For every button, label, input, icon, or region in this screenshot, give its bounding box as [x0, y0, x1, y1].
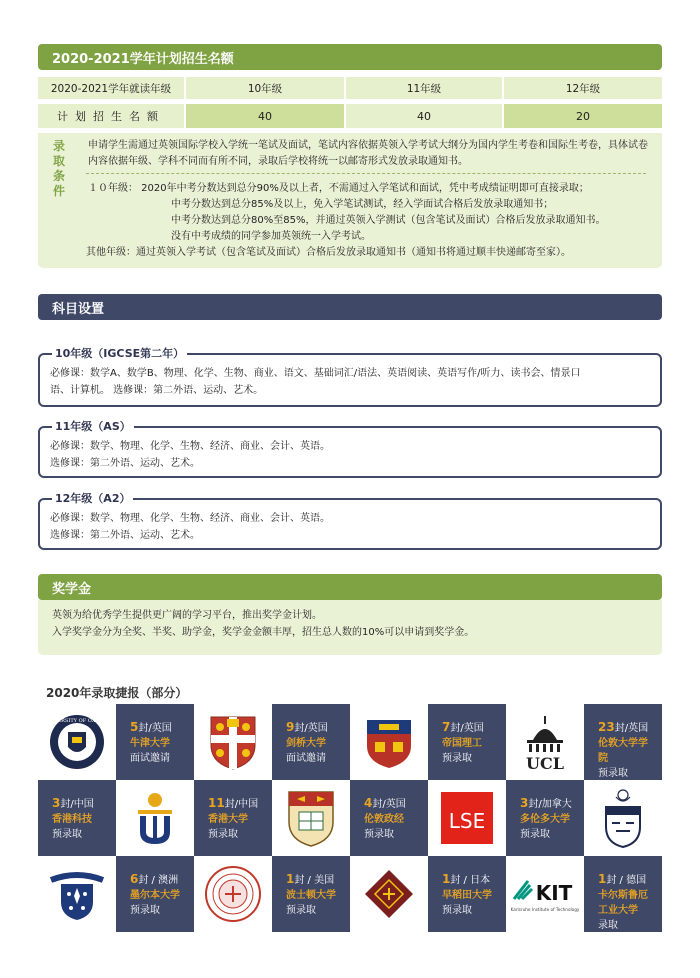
scholarship-title: 奖学金	[52, 581, 92, 597]
grade-10-subjects-line: 语、计算机。 选修课：第二外语、运动、艺术。	[50, 385, 264, 396]
ucl-logo-text: UCL	[526, 754, 564, 773]
grade-12-header: 12年级	[565, 82, 601, 95]
oxford-logo-text: UNIVERSITY OF OXFORD	[43, 718, 111, 724]
toronto-logo	[584, 780, 662, 856]
offer-university: 波士顿大学	[286, 890, 336, 901]
offer-status: 预录取	[130, 905, 160, 916]
offer-university: 多伦多大学	[520, 814, 570, 825]
waseda-logo	[350, 856, 428, 932]
offers-grid	[38, 704, 662, 932]
offer-university: 牛津大学	[130, 738, 170, 749]
hkust-logo	[116, 780, 194, 856]
kit-logo-subtext: Karlsruhe Institute of Technology	[510, 907, 580, 912]
subjects-title: 科目设置	[52, 301, 105, 317]
kit-logo-icon	[510, 871, 580, 917]
offer-card	[116, 856, 194, 932]
offer-card	[272, 856, 350, 932]
offer-count: 4	[364, 796, 373, 810]
toronto-crest-icon	[598, 787, 648, 849]
offer-count: 3	[52, 796, 61, 810]
offer-university: 卡尔斯鲁厄工业大学	[598, 890, 648, 916]
lse-logo-text: LSE	[448, 809, 486, 833]
enrollment-title-bar	[38, 44, 662, 70]
subjects-title-bar	[38, 294, 662, 320]
offer-card	[272, 704, 350, 780]
scholarship-line: 英领为给优秀学生提供更广阔的学习平台，推出奖学金计划。	[52, 610, 322, 621]
offer-country: 封/英国	[450, 723, 484, 734]
admission-conditions	[38, 133, 662, 268]
offer-university: 剑桥大学	[286, 738, 326, 749]
offer-status: 预录取	[442, 753, 472, 764]
imperial-crest-icon	[361, 714, 417, 770]
offer-country: 封/加拿大	[528, 799, 572, 810]
offer-country: 封 / 德国	[606, 875, 647, 886]
kit-logo	[506, 856, 584, 932]
quota-label: 计划招生名额	[38, 104, 186, 128]
offer-status: 录取	[598, 920, 618, 931]
offer-country: 封/英国	[138, 723, 172, 734]
admission-rule: 其他年级：通过英领入学考试（包含笔试及面试）合格后发放录取通知书（通知书将通过顺丰快递邮寄至家）。	[86, 247, 571, 258]
imperial-logo	[350, 704, 428, 780]
boston-seal-icon	[203, 864, 263, 924]
admission-label: 录取条件	[52, 139, 65, 198]
offer-country: 封/英国	[294, 723, 328, 734]
grade-11-subjects-line: 必修课：数学、物理、化学、生物、经济、商业、会计、英语。	[50, 441, 330, 452]
admission-rule: 中考分数达到总分80%至85%，并通过英领入学测试（包含笔试及面试）合格后发放录取通知书。	[171, 215, 606, 226]
offers-title: 2020年录取捷报（部分）	[46, 686, 188, 700]
enrollment-title: 2020-2021学年计划招生名额	[52, 51, 234, 67]
offer-count: 23	[598, 720, 615, 734]
waseda-emblem-icon	[361, 866, 417, 922]
offer-country: 封 / 澳洲	[138, 875, 179, 886]
offer-count: 5	[130, 720, 139, 734]
offer-card	[506, 780, 584, 856]
grade-12-subjects-line: 必修课：数学、物理、化学、生物、经济、商业、会计、英语。	[50, 513, 330, 524]
offer-university: 早稻田大学	[442, 890, 492, 901]
cambridge-logo	[194, 704, 272, 780]
grade-11-header: 11年级	[346, 77, 504, 99]
offer-status: 预录取	[286, 905, 316, 916]
offer-status: 预录取	[364, 829, 394, 840]
lse-logo	[428, 780, 506, 856]
enrollment-quota-row	[38, 104, 662, 128]
quota-grade-11: 40	[346, 104, 504, 128]
hkust-emblem-icon	[130, 788, 180, 848]
offer-university: 伦敦大学学院	[598, 738, 648, 764]
admission-divider	[86, 173, 646, 174]
offer-count: 7	[442, 720, 451, 734]
offer-count: 11	[208, 796, 225, 810]
grade-10-header: 10年级	[186, 77, 346, 99]
offer-card	[350, 780, 428, 856]
offer-country: 封/中国	[224, 799, 259, 810]
enrollment-header-row	[38, 77, 662, 99]
offer-university: 墨尔本大学	[130, 890, 180, 901]
lse-logo-icon	[437, 788, 497, 848]
offer-count: 3	[520, 796, 529, 810]
ucl-logo	[506, 704, 584, 780]
hku-logo	[272, 780, 350, 856]
grade-11-subjects-line: 选修课：第二外语、运动、艺术。	[50, 458, 200, 469]
offer-status: 预录取	[442, 905, 472, 916]
admission-rule: １０年级： 2020年中考分数达到总分90%及以上者，不需通过入学笔试和面试，凭中考成绩证明即可直接录取；	[88, 183, 589, 194]
offer-country: 封 / 日本	[450, 875, 491, 886]
grade-12-subjects-title: 12年级（A2）	[52, 491, 133, 507]
offer-status: 预录取	[520, 829, 550, 840]
ucl-dome-icon	[513, 712, 577, 772]
grade-header-label: 2020-2021学年就读年级	[38, 77, 186, 99]
offer-status: 预录取	[598, 768, 628, 779]
melbourne-logo	[38, 856, 116, 932]
oxford-crest-icon	[43, 713, 111, 771]
offer-status: 面试邀请	[286, 753, 326, 764]
admission-rules	[58, 181, 605, 261]
grade-11-subjects	[38, 420, 662, 478]
offer-university: 帝国理工	[442, 738, 482, 749]
offer-university: 香港大学	[208, 814, 248, 825]
offer-status: 预录取	[208, 829, 238, 840]
kit-logo-text: KIT	[535, 881, 573, 905]
offer-country: 封/英国	[614, 723, 649, 734]
offer-university: 伦敦政经	[364, 814, 404, 825]
cambridge-shield-icon	[207, 713, 259, 771]
hku-crest-icon	[283, 788, 339, 848]
grade-12-subjects	[38, 492, 662, 550]
offer-card	[428, 856, 506, 932]
grade-10-subjects	[38, 347, 662, 407]
offer-status: 面试邀请	[130, 753, 170, 764]
melbourne-crest-icon	[47, 866, 107, 922]
offer-card	[584, 704, 662, 780]
grade-10-subjects-line: 必修课：数学A、数学B、物理、化学、生物、商业、语文、基础词汇/语法、英语阅读、英语写作/听力、读书会、情景口	[50, 368, 581, 379]
offer-card	[584, 856, 662, 932]
scholarship-line: 入学奖学金分为全奖、半奖、助学金，奖学金金额丰厚，招生总人数的10%可以申请到奖学金。	[52, 627, 475, 638]
offer-count: 1	[442, 872, 451, 886]
offer-count: 6	[130, 872, 139, 886]
admission-intro: 申请学生需通过英领国际学校入学统一笔试及面试，笔试内容依据英领入学考试大纲分为国内学生考卷和国际生考卷，具体试卷内容依据年级、学科不同而有所不同，录取后学校将统一以邮寄形式发放录取通知书。	[88, 140, 648, 167]
offer-card	[194, 780, 272, 856]
admission-rule: 中考分数达到总分85%及以上，免入学笔试测试，经入学面试合格后发放录取通知书；	[171, 199, 554, 210]
offer-card	[116, 704, 194, 780]
offer-status: 预录取	[52, 829, 82, 840]
offer-count: 9	[286, 720, 295, 734]
quota-grade-12: 20	[504, 104, 662, 128]
offer-country: 封 / 美国	[294, 875, 335, 886]
offer-count: 1	[598, 872, 607, 886]
quota-grade-10: 40	[186, 104, 346, 128]
offer-university: 香港科技	[52, 814, 92, 825]
boston-logo	[194, 856, 272, 932]
scholarship-title-bar	[38, 574, 662, 600]
admission-rule: 没有中考成绩的同学参加英领统一入学考试。	[171, 231, 371, 242]
scholarship-body	[38, 600, 662, 655]
offer-country: 封/英国	[372, 799, 406, 810]
offer-card	[428, 704, 506, 780]
grade-11-subjects-title: 11年级（AS）	[52, 419, 134, 435]
oxford-logo	[38, 704, 116, 780]
offer-country: 封/中国	[60, 799, 94, 810]
grade-10-subjects-title: 10年级（IGCSE第二年）	[52, 346, 187, 362]
offer-card	[38, 780, 116, 856]
offer-count: 1	[286, 872, 295, 886]
grade-12-subjects-line: 选修课：第二外语、运动、艺术。	[50, 530, 200, 541]
